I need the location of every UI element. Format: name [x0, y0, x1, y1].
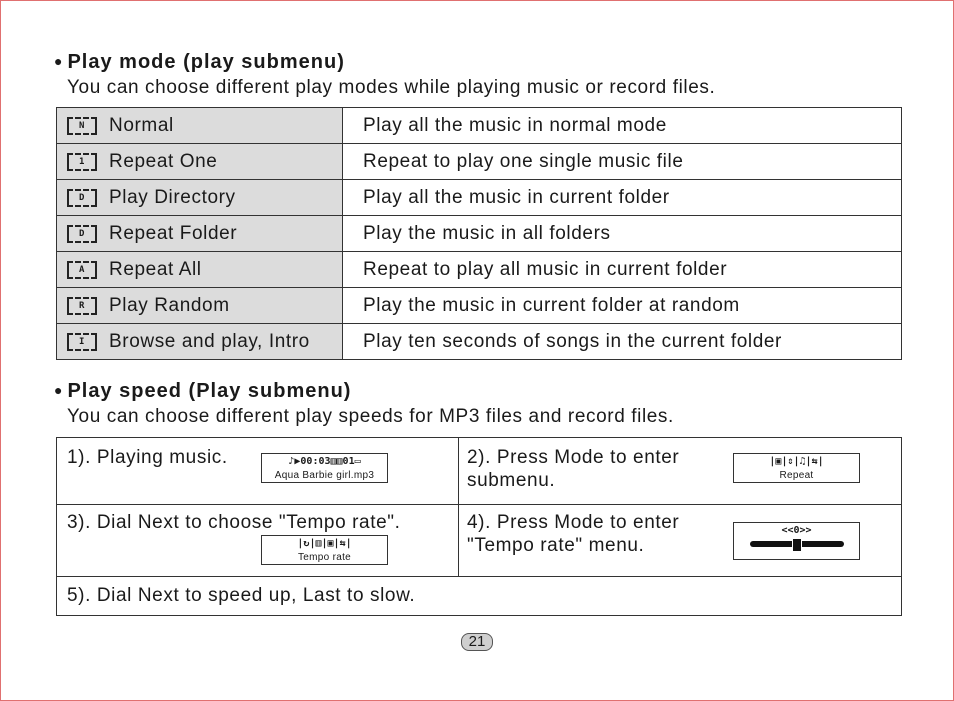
tempo-slider-bar — [750, 541, 844, 547]
table-row — [57, 180, 902, 216]
lcd-tempo-rate-screen — [733, 522, 860, 560]
mode-play-random-icon: R — [67, 297, 97, 315]
play-speed-steps-table — [56, 437, 902, 616]
mode-description: Play all the music in current folder — [343, 180, 902, 216]
mode-name: Normal — [109, 114, 174, 136]
tempo-slider-knob — [792, 538, 802, 552]
mode-name: Play Directory — [109, 186, 236, 208]
lcd-caption: Tempo rate — [297, 552, 352, 563]
lcd-playing-screen — [261, 453, 388, 483]
bullet-icon: ● — [54, 382, 64, 398]
page-number: 21 — [461, 633, 493, 651]
table-row — [57, 288, 902, 324]
step-4-text: 4). Press Mode to enter "Tempo rate" menu. — [467, 512, 680, 556]
mode-name: Repeat Folder — [109, 222, 238, 244]
lcd-menu-icons: |↻|▥|▣|⇆| — [297, 538, 352, 549]
mode-intro-icon: I — [67, 333, 97, 351]
mode-name: Play Random — [109, 294, 230, 316]
mode-name: Repeat One — [109, 150, 218, 172]
bullet-icon: ● — [54, 53, 64, 69]
table-row — [57, 252, 902, 288]
play-speed-intro: You can choose different play speeds for MP3 files and record files. — [67, 406, 674, 427]
mode-repeat-all-icon: A — [67, 261, 97, 279]
mode-description: Play the music in current folder at random — [343, 288, 902, 324]
step-3-text: 3). Dial Next to choose "Tempo rate". — [67, 512, 401, 533]
step-1-text: 1). Playing music. — [67, 447, 228, 468]
mode-name: Browse and play, Intro — [109, 330, 310, 352]
mode-description: Play ten seconds of songs in the current folder — [343, 324, 902, 360]
lcd-menu-icons: |▣|⇕|♫|⇆| — [769, 456, 824, 467]
table-row — [57, 216, 902, 252]
mode-description: Repeat to play all music in current folder — [343, 252, 902, 288]
mode-description: Play the music in all folders — [343, 216, 902, 252]
mode-play-directory-icon: D — [67, 189, 97, 207]
play-speed-heading: ● Play speed (Play submenu) — [54, 380, 352, 402]
mode-repeat-folder-icon: D — [67, 225, 97, 243]
play-mode-intro: You can choose different play modes while playing music or record files. — [67, 77, 716, 98]
lcd-tempo-menu-screen — [261, 535, 388, 565]
table-row — [57, 144, 902, 180]
table-row — [57, 108, 902, 144]
lcd-tempo-value: <<0>> — [781, 525, 812, 536]
play-mode-table — [56, 107, 902, 360]
mode-repeat-one-icon: 1 — [67, 153, 97, 171]
table-row — [57, 324, 902, 360]
lcd-caption: Aqua Barbie girl.mp3 — [274, 470, 375, 481]
divider — [57, 504, 901, 505]
step-2-text: 2). Press Mode to enter submenu. — [467, 447, 680, 491]
lcd-submenu-screen — [733, 453, 860, 483]
step-5-text: 5). Dial Next to speed up, Last to slow. — [67, 585, 416, 606]
play-mode-heading: ● Play mode (play submenu) — [54, 51, 345, 73]
mode-description: Repeat to play one single music file — [343, 144, 902, 180]
divider — [458, 438, 459, 577]
mode-name: Repeat All — [109, 258, 202, 280]
lcd-status-line: ♪▶00:03▥▥01▭ — [288, 456, 361, 467]
mode-normal-icon: N — [67, 117, 97, 135]
lcd-caption: Repeat — [779, 470, 814, 481]
mode-description: Play all the music in normal mode — [343, 108, 902, 144]
divider — [57, 576, 901, 577]
